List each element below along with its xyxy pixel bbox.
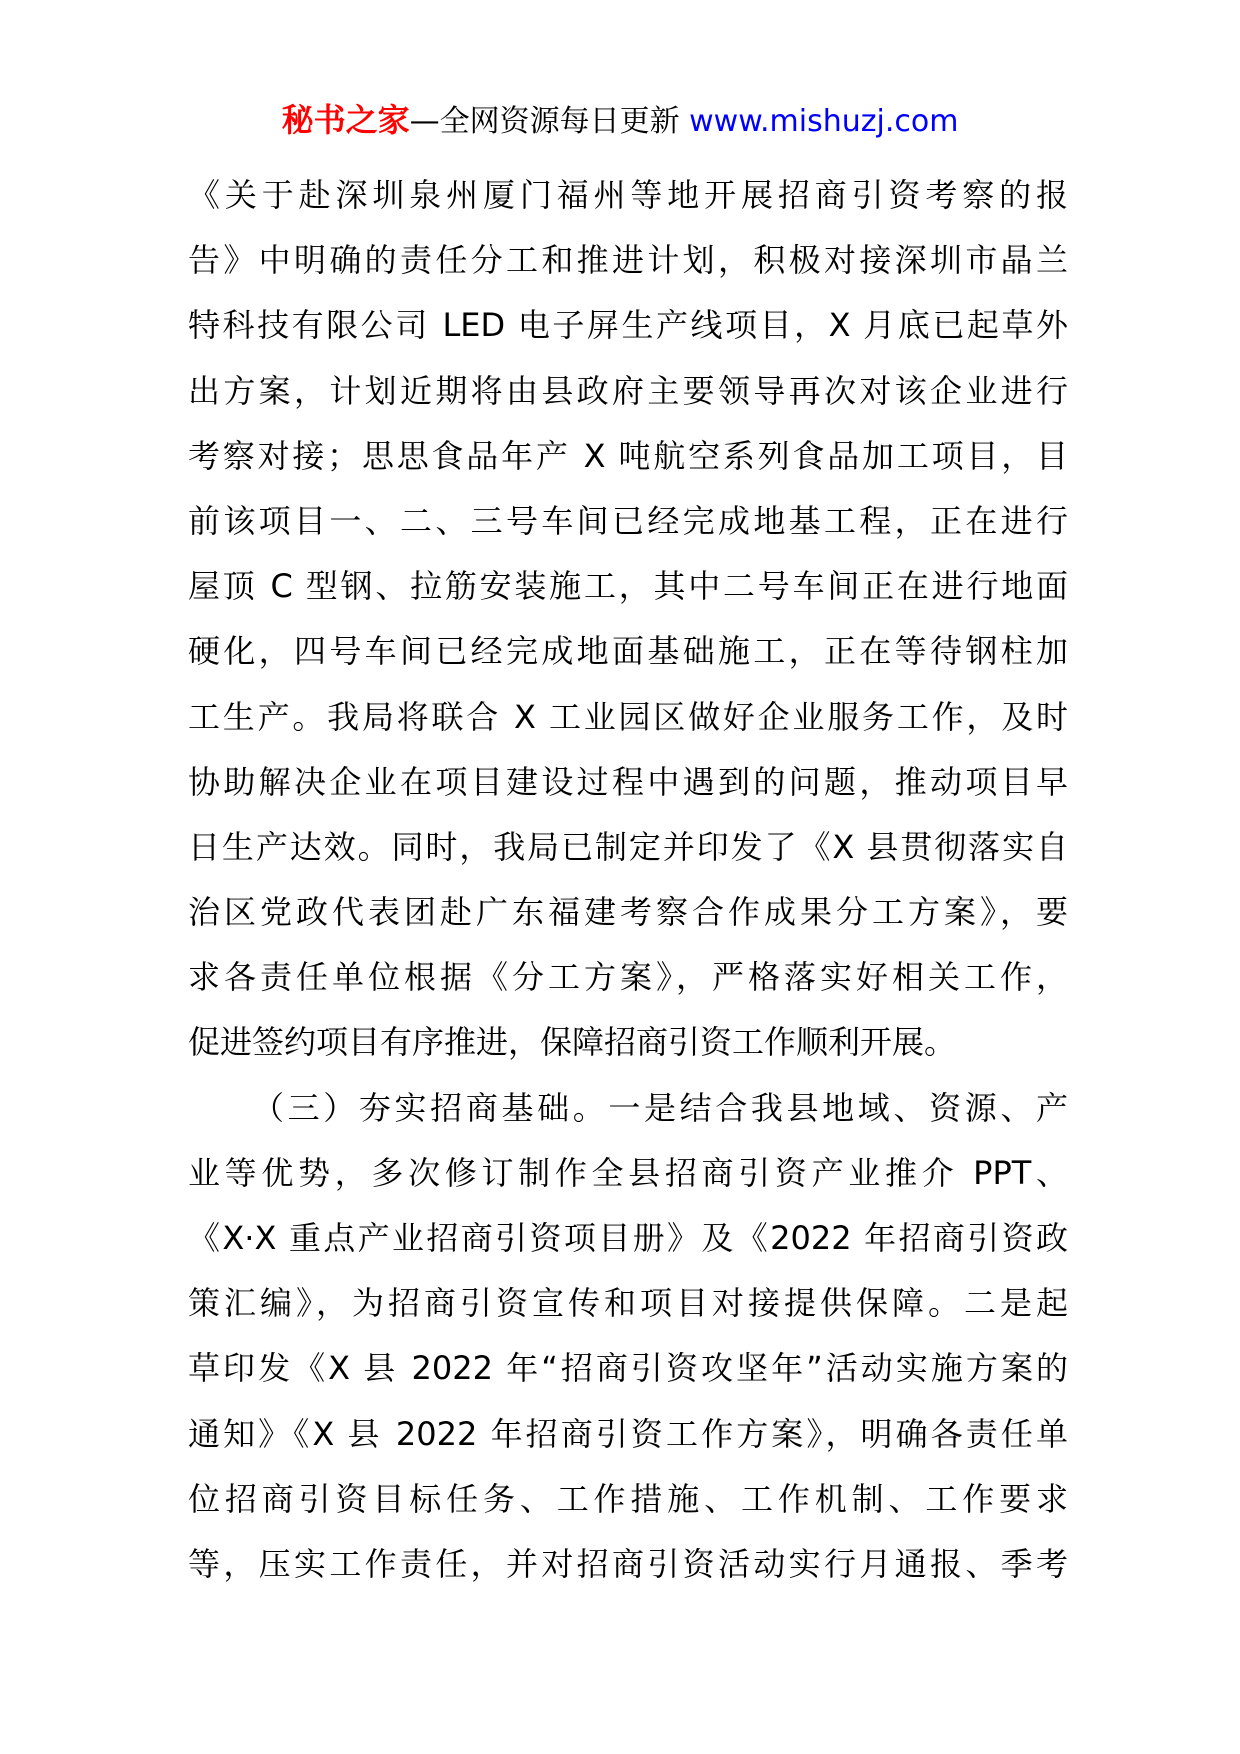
text-line: 工生产。我局将联合 X 工业园区做好企业服务工作，及时 bbox=[188, 697, 1068, 736]
text-line: 日生产达效。同时，我局已制定并印发了《X 县贯彻落实自 bbox=[188, 827, 1068, 866]
text-line: 位招商引资目标任务、工作措施、工作机制、工作要求 bbox=[188, 1479, 1068, 1518]
text-line: 促进签约项目有序推进，保障招商引资工作顺利开展。 bbox=[188, 1023, 957, 1062]
text-line: 出方案，计划近期将由县政府主要领导再次对该企业进行 bbox=[188, 371, 1068, 410]
text-line: 治区党政代表团赴广东福建考察合作成果分工方案》，要 bbox=[188, 893, 1068, 932]
text-line: 协助解决企业在项目建设过程中遇到的问题，推动项目早 bbox=[188, 762, 1068, 801]
paragraph-1 bbox=[188, 163, 1068, 1076]
page-header bbox=[0, 100, 1240, 142]
text-line: （三）夯实招商基础。一是结合我县地域、资源、产 bbox=[252, 1088, 1068, 1127]
text-line: 告》中明确的责任分工和推进计划，积极对接深圳市晶兰 bbox=[188, 241, 1068, 280]
text-line: 草印发《X 县 2022 年“招商引资攻坚年”活动实施方案的 bbox=[188, 1349, 1068, 1388]
paragraph-2 bbox=[188, 1076, 1068, 1598]
text-line: 《X·X 重点产业招商引资项目册》及《2022 年招商引资政 bbox=[188, 1219, 1068, 1257]
text-line: 《关于赴深圳泉州厦门福州等地开展招商引资考察的报 bbox=[188, 176, 1068, 214]
text-line: 等，压实工作责任，并对招商引资活动实行月通报、季考 bbox=[188, 1544, 1068, 1583]
text-line: 考察对接；思思食品年产 X 吨航空系列食品加工项目，目 bbox=[188, 436, 1068, 475]
text-line: 策汇编》，为招商引资宣传和项目对接提供保障。二是起 bbox=[188, 1284, 1068, 1323]
text-line: 硬化，四号车间已经完成地面基础施工，正在等待钢柱加 bbox=[188, 632, 1068, 671]
text-line: 特科技有限公司 LED 电子屏生产线项目，X 月底已起草外 bbox=[188, 306, 1068, 345]
document-body bbox=[188, 163, 1068, 1597]
site-link[interactable]: www.mishuzj.com bbox=[689, 104, 959, 139]
text-line: 屋顶 C 型钢、拉筋安装施工，其中二号车间正在进行地面 bbox=[188, 567, 1068, 606]
text-line: 通知》《X 县 2022 年招商引资工作方案》，明确各责任单 bbox=[188, 1414, 1068, 1453]
brand-name: 秘书之家 bbox=[281, 101, 410, 139]
text-line: 前该项目一、二、三号车间已经完成地基工程，正在进行 bbox=[188, 501, 1068, 540]
header-slogan: —全网资源每日更新 bbox=[409, 104, 690, 139]
text-line: 求各责任单位根据《分工方案》，严格落实好相关工作， bbox=[188, 958, 1068, 997]
text-line: 业等优势，多次修订制作全县招商引资产业推介 PPT、 bbox=[188, 1153, 1068, 1192]
